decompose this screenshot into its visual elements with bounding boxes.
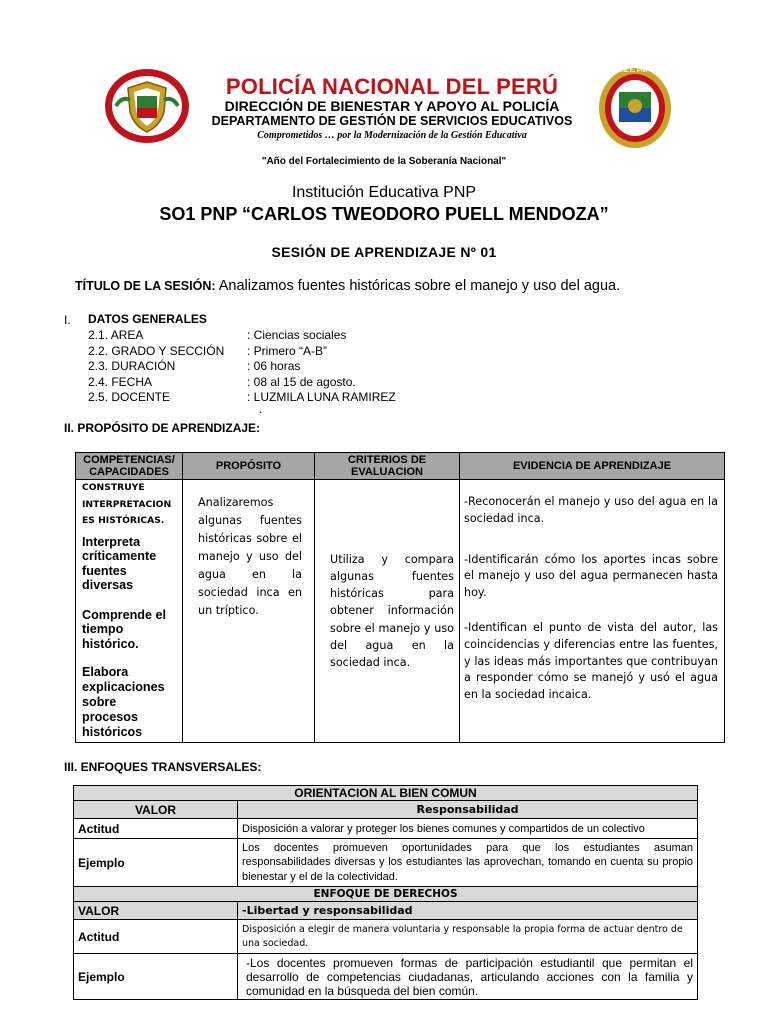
block1-title: ORIENTACION AL BIEN COMUN (74, 786, 698, 801)
block2-ejemplo-label: Ejemplo (74, 954, 238, 1000)
proposito-text: Analizaremos algunas fuentes históricas sobre el manejo y uso del agua en la sociedad inca en un tríptico. (198, 496, 302, 617)
approaches-table (73, 785, 698, 1000)
approaches-heading: III. ENFOQUES TRANSVERSALES: (64, 760, 262, 774)
evidencia-item: -Identifican el punto de vista del autor, las coincidencias y diferencias entre las fuentes, y las ideas más importantes que contribuyan a responder cómo se manejó y usó el agua en la sociedad incaica. (464, 620, 718, 702)
trailing-dot: . (259, 402, 263, 416)
col-header-competencias: COMPETENCIAS/ CAPACIDADES (76, 453, 183, 480)
competence-title: CONSTRUYE INTERPRETACION ES HISTÓRICAS. (82, 482, 172, 526)
evidencia-item: -Reconocerán el manejo y uso del agua en la sociedad inca. (464, 495, 718, 525)
header-subtitle: DIRECCIÓN DE BIENESTAR Y APOYO AL POLICÍA (224, 98, 560, 114)
block1-actitud: Disposición a valorar y proteger los bienes comunes y compartidos de un colectivo (238, 819, 698, 839)
block1-actitud-label: Actitud (74, 819, 238, 839)
evidencia-item: -Identificarán cómo los aportes incas sobre el manejo y uso del agua permanecen hasta hoy. (464, 552, 718, 600)
session-title (75, 278, 620, 294)
general-number: I. (64, 313, 71, 327)
block2-actitud-row (74, 920, 698, 954)
block2-valor: -Libertad y responsabilidad (238, 902, 698, 920)
school-seal-logo (597, 66, 673, 150)
capacity-item: Elabora explicaciones sobre procesos históricos (82, 664, 165, 740)
col-header-proposito: PROPÓSITO (183, 453, 315, 480)
block1-actitud-row (74, 819, 698, 839)
proposito-cell (183, 480, 315, 743)
block1-ejemplo: Los docentes promueven oportunidades para que los estudiantes asuman responsabilidades diversas y los estudiantes las aprovechan, tomando en cuenta su propio bienestar y el de la colectividad. (238, 839, 698, 887)
header-department: DEPARTAMENTO DE GESTIÓN DE SERVICIOS EDUCATIVOS (211, 114, 573, 128)
criterios-text: Utiliza y compara algunas fuentes históricas para obtener información sobre el manejo y uso del agua en la sociedad inca. (330, 552, 454, 669)
competencias-cell (76, 480, 183, 743)
session-title-label: TÍTULO DE LA SESIÓN: (75, 279, 216, 293)
purpose-header-row (76, 453, 725, 480)
pnp-shield-logo (102, 66, 192, 146)
session-heading: SESIÓN DE APRENDIZAJE Nº 01 (271, 244, 497, 260)
capacity-item: Interpreta críticamente fuentes diversas (82, 534, 157, 593)
session-title-value: Analizamos fuentes históricas sobre el manejo y uso del agua. (218, 278, 621, 294)
school-seal-text: I.E.E. PNP (620, 68, 650, 74)
block2-ejemplo: -Los docentes promueven formas de participación estudiantil que permitan el desarrollo de competencias ciudadanas, articulando acciones con la familia y comunidad en la búsqueda del bien común. (238, 954, 698, 1000)
purpose-table (75, 452, 725, 743)
institution-name: SO1 PNP “CARLOS TWEODORO PUELL MENDOZA” (159, 204, 609, 224)
block1-ejemplo-row (74, 839, 698, 887)
block1-title-row (74, 786, 698, 801)
criterios-cell (315, 480, 460, 743)
block2-ejemplo-row (74, 954, 698, 1000)
block1-valor-row (74, 801, 698, 819)
block2-actitud-label: Actitud (74, 920, 238, 954)
institution-line1: Institución Educativa PNP (291, 184, 477, 201)
block2-actitud: Disposición a elegir de manera voluntaria y responsable la propia forma de actuar dentro de una sociedad. (238, 920, 698, 954)
block2-title-row (74, 887, 698, 902)
col-header-evidencia: EVIDENCIA DE APRENDIZAJE (460, 453, 725, 480)
block2-valor-row (74, 902, 698, 920)
block2-title: ENFOQUE DE DERECHOS (74, 887, 698, 902)
purpose-body-row (76, 480, 725, 743)
header-motto: Comprometidos … por la Modernización de la Gestión Educativa (257, 130, 527, 141)
block1-valor: Responsabilidad (238, 801, 698, 819)
evidencia-cell (460, 480, 725, 743)
header-title: POLICÍA NACIONAL DEL PERÚ (225, 74, 559, 99)
year-name: "Año del Fortalecimiento de la Soberanía Nacional" (261, 156, 507, 167)
general-heading: DATOS GENERALES (88, 312, 207, 326)
block2-valor-label: VALOR (74, 902, 238, 920)
block1-ejemplo-label: Ejemplo (74, 839, 238, 887)
capacity-item: Comprende el tiempo histórico. (82, 607, 166, 652)
purpose-heading: II. PROPÓSITO DE APRENDIZAJE: (64, 421, 261, 435)
block1-valor-label: VALOR (74, 801, 238, 819)
col-header-criterios: CRITERIOS DE EVALUACION (315, 453, 460, 480)
